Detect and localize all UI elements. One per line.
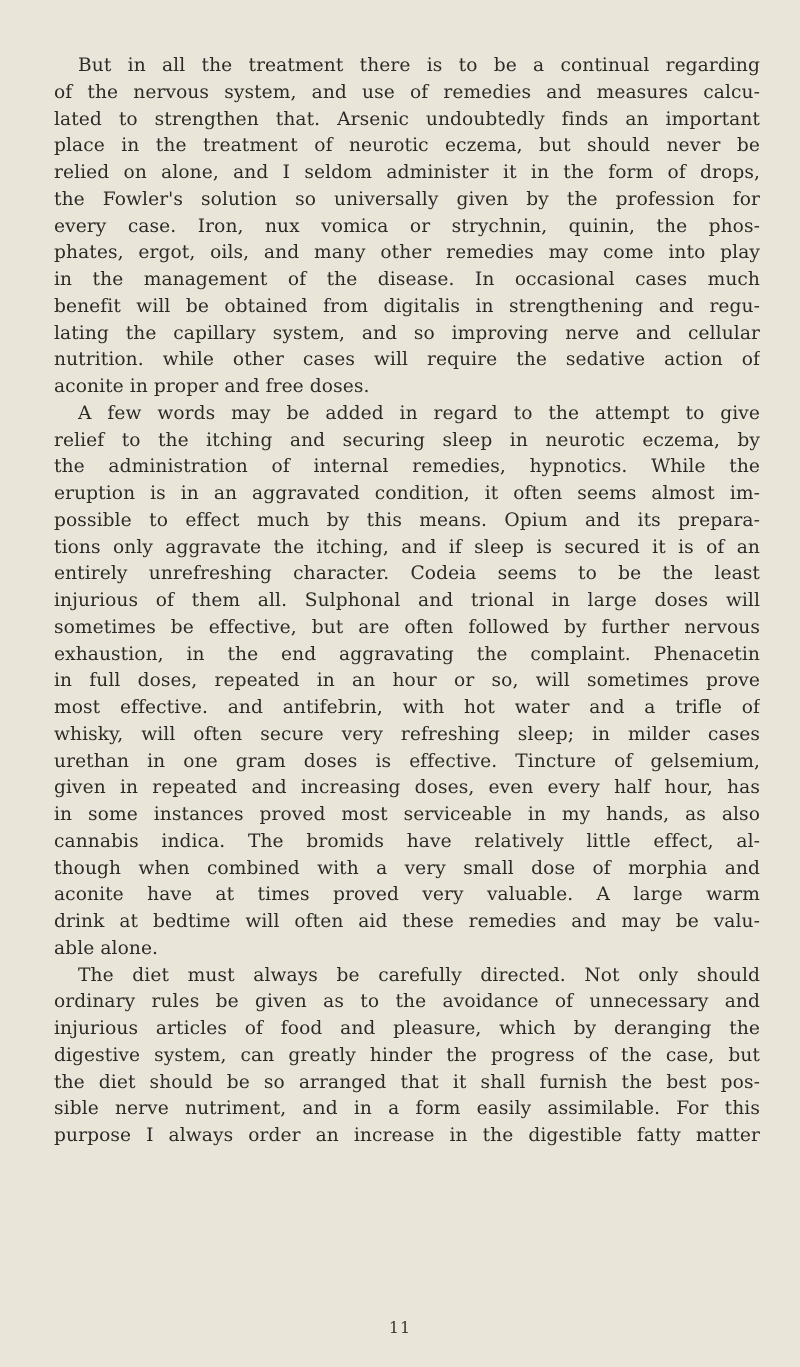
text-line: relied on alone, and I seldom administer it in the form of drops, [54,162,760,183]
paragraph-diet [54,963,760,1150]
text-line: the diet should be so arranged that it shall furnish the best pos- [54,1071,760,1093]
text-line: lating the capillary system, and so improving nerve and cellular [54,322,760,344]
text-line: ordinary rules be given as to the avoidance of unnecessary and [54,991,760,1013]
text-line: aconite have at times proved very valuable. A large warm [54,884,760,906]
text-line: in the management of the disease. In occasional cases much [54,269,760,290]
text-line: in full doses, repeated in an hour or so, will sometimes prove [54,670,760,692]
text-line: nutrition. while other cases will require the sedative action of [54,349,760,371]
text-line: A few words may be added in regard to the attempt to give [78,402,760,424]
text-line: digestive system, can greatly hinder the progress of the case, but [54,1044,760,1066]
text-line: the Fowler's solution so universally given by the profession for [54,188,760,210]
text-line: lated to strengthen that. Arsenic undoubtedly finds an important [54,108,760,130]
text-line: place in the treatment of neurotic eczema, but should never be [54,135,760,157]
page-number: 11 [388,1318,412,1337]
text-line: whisky, will often secure very refreshing sleep; in milder cases [54,723,760,745]
text-line: The diet must always be carefully directed. Not only should [78,964,760,986]
text-line: purpose I always order an increase in the digestible fatty matter [54,1125,760,1146]
text-line: eruption is in an aggravated condition, it often seems almost im- [54,483,760,504]
text-line: exhaustion, in the end aggravating the complaint. Phenacetin [54,643,760,665]
text-line: of the nervous system, and use of remedies and measures calcu- [54,81,760,103]
text-line: But in all the treatment there is to be a continual regarding [78,55,760,76]
text-line: cannabis indica. The bromids have relatively little effect, al- [54,830,760,852]
text-line: entirely unrefreshing character. Codeia seems to be the least [54,563,760,585]
text-line: able alone. [54,937,159,959]
body-text [54,53,760,1150]
paragraph-arsenic [54,53,760,401]
text-line: possible to effect much by this means. Opium and its prepara- [54,509,760,531]
text-line: phates, ergot, oils, and many other remedies may come into play [54,242,760,264]
text-line: most effective. and antifebrin, with hot water and a trifle of [54,697,760,718]
text-line: sometimes be effective, but are often followed by further nervous [54,616,760,638]
text-line: given in repeated and increasing doses, even every half hour, has [54,777,760,799]
text-line: injurious of them all. Sulphonal and trional in large doses will [54,590,760,611]
text-line: in some instances proved most serviceable in my hands, as also [54,804,760,825]
text-line: though when combined with a very small dose of morphia and [54,857,760,879]
text-line: tions only aggravate the itching, and if sleep is secured it is of an [54,536,760,558]
text-line: every case. Iron, nux vomica or strychnin, quinin, the phos- [54,215,760,237]
text-line: urethan in one gram doses is effective. Tincture of gelsemium, [54,750,760,772]
text-line: injurious articles of food and pleasure, which by deranging the [54,1018,760,1039]
text-line: aconite in proper and free doses. [54,376,370,397]
paragraph-hypnotics [54,401,760,963]
text-line: benefit will be obtained from digitalis in strengthening and regu- [54,295,760,317]
text-line: the administration of internal remedies, hypnotics. While the [54,456,760,478]
text-line: drink at bedtime will often aid these remedies and may be valu- [54,911,760,932]
text-line: relief to the itching and securing sleep in neurotic eczema, by [54,429,760,451]
text-line: sible nerve nutriment, and in a form easily assimilable. For this [54,1098,760,1120]
